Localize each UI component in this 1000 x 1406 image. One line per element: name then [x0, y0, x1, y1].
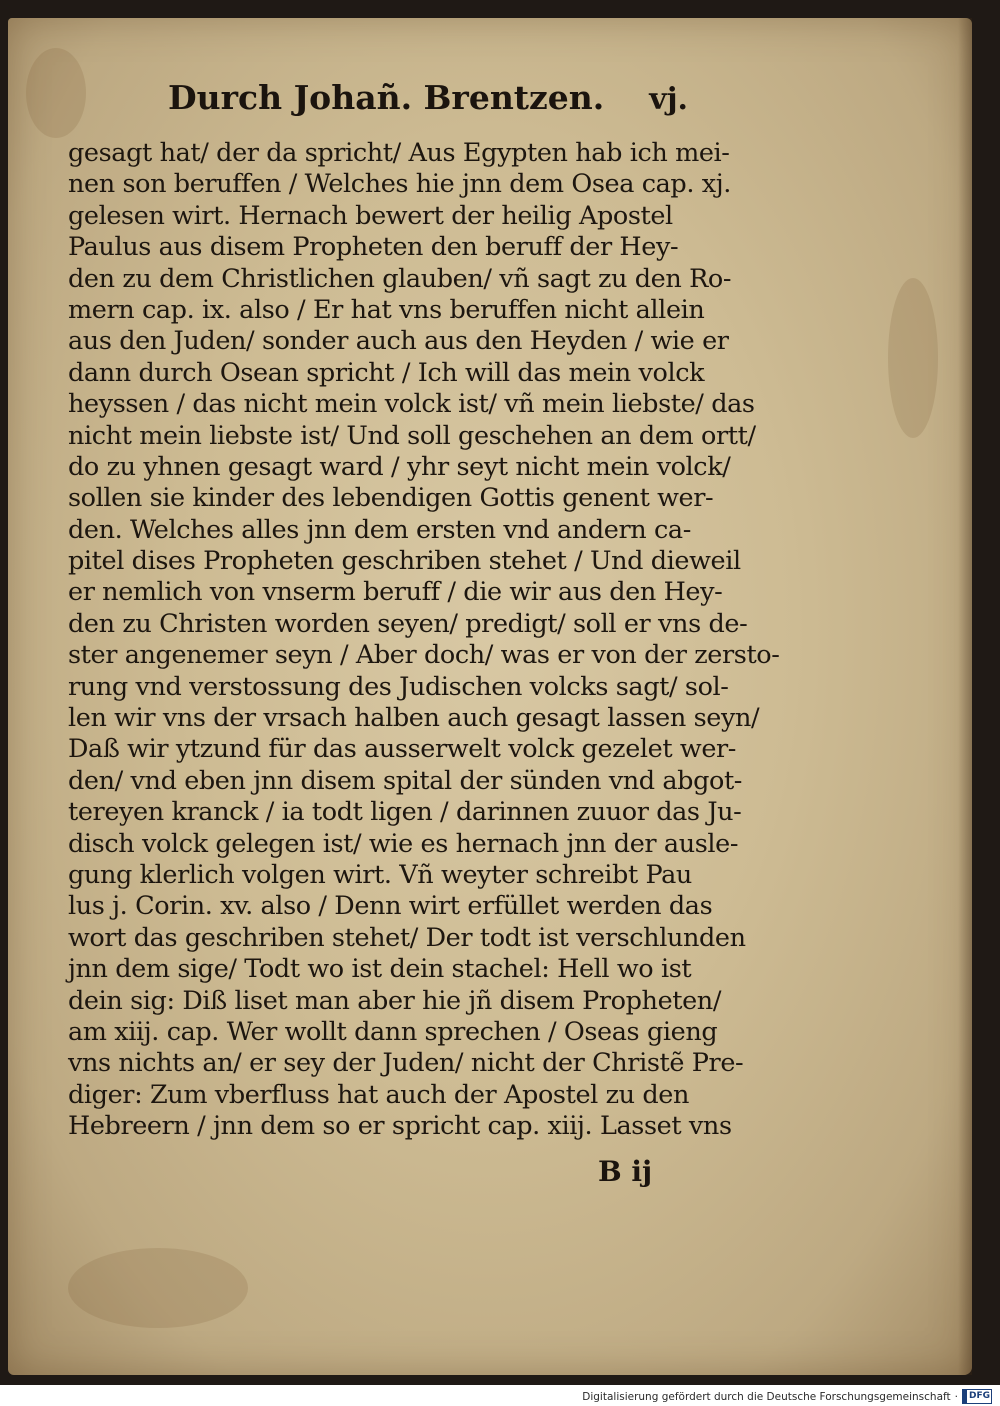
- text-line: len wir vns der vrsach halben auch gesagt lassen seyn/: [68, 703, 760, 734]
- text-line: nen son beruffen / Welches hie jnn dem Osea cap. xj.: [68, 169, 731, 200]
- paper-stain: [26, 48, 86, 138]
- footer-credit-group: [582, 1389, 992, 1404]
- text-line: tereyen kranck / ia todt ligen / darinnen zuuor das Ju-: [68, 797, 742, 828]
- text-line: mern cap. ix. also / Er hat vns beruffen nicht allein: [68, 294, 705, 325]
- text-line: gelesen wirt. Hernach bewert der heilig Apostel: [68, 200, 673, 231]
- text-line: ster angenemer seyn / Aber doch/ was er von der zersto-: [68, 640, 780, 671]
- text-line: aus den Juden/ sonder auch aus den Heyden / wie er: [68, 326, 729, 357]
- page-gutter-shadow: [958, 18, 972, 1375]
- text-line: lus j. Corin. xv. also / Denn wirt erfüllet werden das: [68, 891, 713, 922]
- signature-mark: B ij: [598, 1155, 653, 1188]
- text-line: gesagt hat/ der da spricht/ Aus Egypten hab ich mei-: [68, 138, 730, 168]
- text-line: Hebreern / jnn dem so er spricht cap. xiij. Lasset vns: [68, 1111, 732, 1142]
- text-line: disch volck gelegen ist/ wie es hernach jnn der ausle-: [68, 828, 739, 859]
- dfg-logo-bar: [963, 1390, 967, 1403]
- text-line: sollen sie kinder des lebendigen Gottis genent wer-: [68, 483, 714, 514]
- text-line: Paulus aus disem Propheten den beruff der Hey-: [68, 232, 679, 263]
- text-line: dann durch Osean spricht / Ich will das mein volck: [68, 357, 705, 388]
- text-line: pitel dises Propheten geschriben stehet / Und dieweil: [68, 546, 741, 577]
- text-line: den/ vnd eben jnn disem spital der sünden vnd abgot-: [68, 765, 743, 796]
- text-line: jnn dem sige/ Todt wo ist dein stachel: Hell wo ist: [68, 954, 692, 985]
- text-line: den zu dem Christlichen glauben/ vñ sagt zu den Ro-: [68, 263, 732, 294]
- body-text: [68, 138, 780, 1143]
- paper-stain: [68, 1248, 248, 1328]
- folio-number: vj.: [649, 82, 688, 117]
- text-line: diger: Zum vberfluss hat auch der Apostel zu den: [68, 1079, 690, 1110]
- text-line: dein sig: Diß liset man aber hie jñ disem Propheten/: [68, 985, 722, 1016]
- footer-credit: Digitalisierung gefördert durch die Deutsche Forschungsgemeinschaft: [582, 1390, 951, 1403]
- text-line: er nemlich von vnserm beruff / die wir aus den Hey-: [68, 577, 723, 608]
- text-line: Daß wir ytzund für das ausserwelt volck gezelet wer-: [68, 734, 737, 765]
- text-line: vns nichts an/ er sey der Juden/ nicht der Christẽ Pre-: [68, 1048, 744, 1079]
- running-head: [168, 78, 688, 117]
- text-line: do zu yhnen gesagt ward / yhr seyt nicht mein volck/: [68, 451, 731, 482]
- text-line: den. Welches alles jnn dem ersten vnd andern ca-: [68, 514, 691, 545]
- footer-separator: ·: [954, 1390, 958, 1403]
- text-line: wort das geschriben stehet/ Der todt ist verschlunden: [68, 922, 746, 953]
- text-line: den zu Christen worden seyen/ predigt/ soll er vns de-: [68, 608, 748, 639]
- running-head-title: Durch Johañ. Brentzen.: [168, 78, 605, 117]
- text-line: heyssen / das nicht mein volck ist/ vñ mein liebste/ das: [68, 389, 755, 420]
- text-line: rung vnd verstossung des Judischen volcks sagt/ sol-: [68, 671, 729, 702]
- paper-stain: [888, 278, 938, 438]
- dfg-logo-text: DFG: [969, 1391, 991, 1401]
- text-line: am xiij. cap. Wer wollt dann sprechen / Oseas gieng: [68, 1016, 718, 1047]
- footer-bar: [0, 1385, 1000, 1406]
- text-line: gung klerlich volgen wirt. Vñ weyter schreibt Pau: [68, 859, 692, 890]
- text-line: nicht mein liebste ist/ Und soll geschehen an dem ortt/: [68, 420, 756, 451]
- dfg-logo-icon: [962, 1389, 992, 1404]
